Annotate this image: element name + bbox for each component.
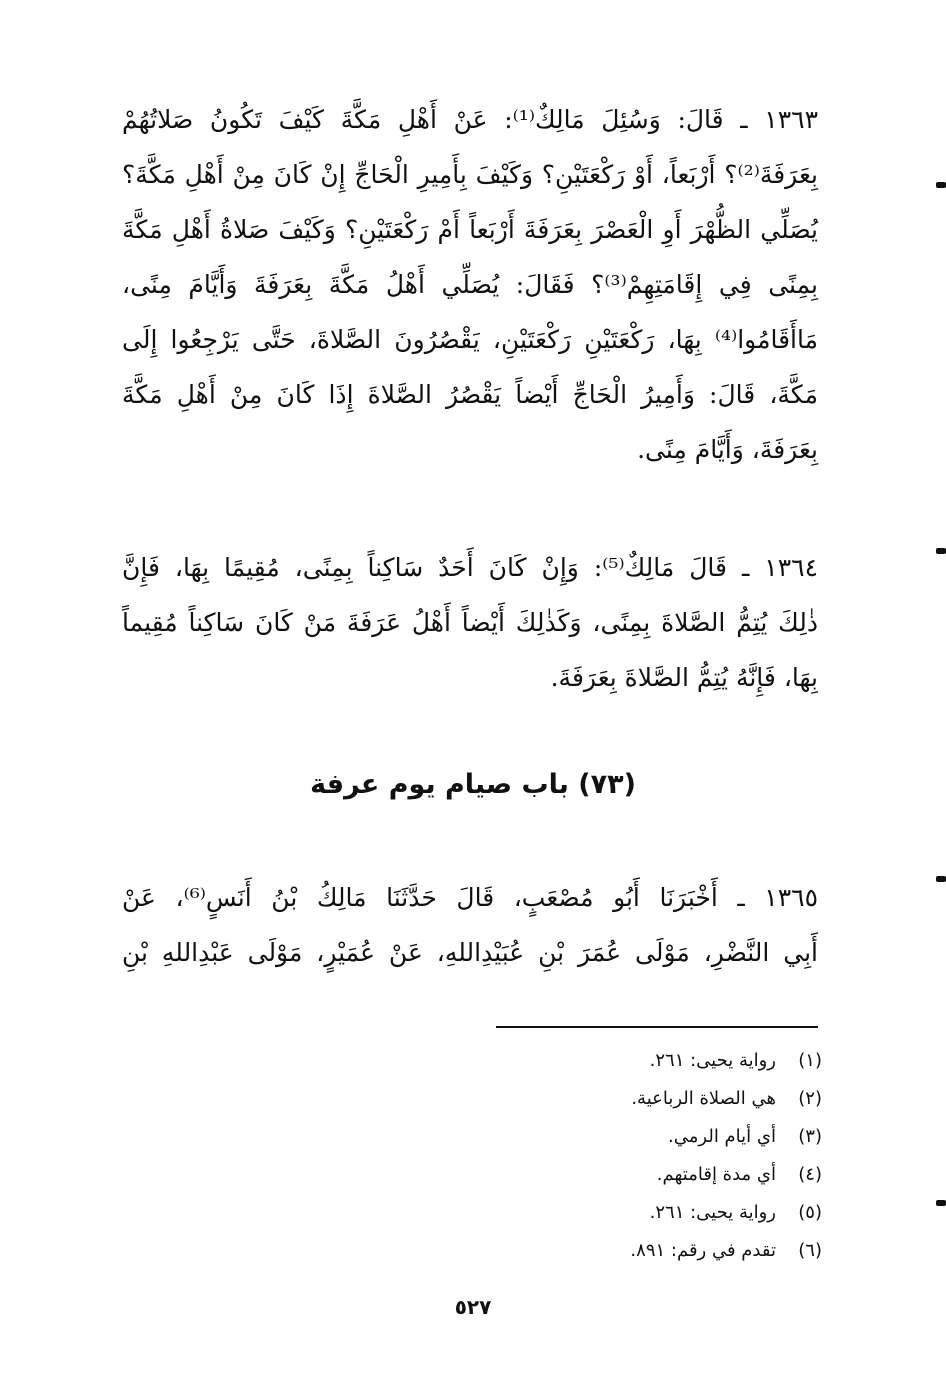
text-line: مَاأَقَامُوا⁽⁴⁾ بِهَا، رَكْعَتَيْنِ رَكْعَتَيْنِ، يَقْصُرُونَ الصَّلاةَ، حَتَّى يَرْجِعُوا إِلَى [122,325,818,354]
footnotes [422,1042,822,1270]
scan-edge-mark [936,1200,946,1206]
scan-edge-mark [936,876,946,882]
footnote-number: (٤) [798,1164,822,1185]
page-number: ٥٢٧ [454,1295,492,1319]
text-line: بِمِنًى فِي إِقَامَتِهِمْ⁽³⁾؟ فَقَالَ: يُصَلِّي أَهْلُ مَكَّةَ بِعَرَفَةَ وَأَيَّامَ مِنًى، [122,270,818,299]
footnote-text: هي الصلاة الرباعية. [631,1088,776,1109]
footnote-number: (٥) [798,1202,822,1223]
footnote-divider [496,1026,818,1028]
text-line: مَكَّةَ، قَالَ: وَأَمِيرُ الْحَاجِّ أَيْضاً يَقْصُرُ الصَّلاةَ إِذَا كَانَ مِنْ أَهْلِ مَكَّةَ [122,380,818,409]
text-line: ١٣٦٤ ـ قَالَ مَالِكٌ⁽⁵⁾: وَإِنْ كَانَ أَحَدٌ سَاكِناً بِمِنًى، مُقِيمًا بِهَا، فَإِنَّ [122,553,819,582]
text-line: ذٰلِكَ يُتِمُّ الصَّلاةَ بِمِنًى، وَكَذٰلِكَ أَيْضاً أَهْلُ عَرَفَةَ مَنْ كَانَ سَاكِناً مُقِيماً [122,608,818,637]
paragraph-1363 [122,92,818,477]
footnote-text: رواية يحيى: ٢٦١. [649,1202,776,1223]
text-line: يُصَلِّي الظُّهْرَ أَوِ الْعَصْرَ بِعَرَفَةَ أَرْبَعاً أَمْ رَكْعَتَيْنِ؟ وَكَيْفَ صَلاةُ أَهْلِ مَكَّةَ [122,215,818,244]
text-line: بِهَا، فَإِنَّهُ يُتِمُّ الصَّلاةَ بِعَرَفَةَ. [550,663,818,692]
text-line: ١٣٦٥ ـ أَخْبَرَنَا أَبُو مُصْعَبٍ، قَالَ حَدَّثَنَا مَالِكُ بْنُ أَنَسٍ⁽⁶⁾، عَنْ [122,883,818,912]
footnote-text: أي مدة إقامتهم. [656,1164,776,1185]
scan-edge-mark [936,548,946,554]
paragraph-1364 [122,540,818,705]
section-heading: (٧٣) باب صيام يوم عرفة [310,769,636,800]
footnote-item [422,1118,822,1156]
text-line: أَبِي النَّضْرِ، مَوْلَى عُمَرَ بْنِ عُبَيْدِاللهِ، عَنْ عُمَيْرٍ، مَوْلَى عَبْدِاللهِ بْنِ [122,938,818,967]
scan-edge-mark [936,182,946,188]
footnote-item [422,1194,822,1232]
footnote-number: (٢) [798,1088,822,1109]
footnote-item [422,1042,822,1080]
footnote-text: أي أيام الرمي. [668,1126,776,1147]
footnote-item [422,1232,822,1270]
text-line: بِعَرَفَةَ، وَأَيَّامَ مِنًى. [637,435,818,464]
text-line: بِعَرَفَةَ⁽²⁾؟ أَرْبَعاً، أَوْ رَكْعَتَيْنِ؟ وَكَيْفَ بِأَمِيرِ الْحَاجِّ إِنْ كَانَ مِنْ أَهْلِ مَكَّةَ؟ [122,160,818,189]
text-line: ١٣٦٣ ـ قَالَ: وَسُئِلَ مَالِكٌ⁽¹⁾: عَنْ أَهْلِ مَكَّةَ كَيْفَ تَكُونُ صَلاتُهُمْ [122,105,818,134]
footnote-number: (٦) [798,1240,822,1261]
footnote-item [422,1156,822,1194]
footnote-text: تقدم في رقم: ٨٩١. [630,1240,776,1261]
footnote-item [422,1080,822,1118]
footnote-number: (٣) [798,1126,822,1147]
paragraph-1365 [122,870,818,980]
footnote-text: رواية يحيى: ٢٦١. [649,1050,776,1071]
footnote-number: (١) [798,1050,822,1071]
